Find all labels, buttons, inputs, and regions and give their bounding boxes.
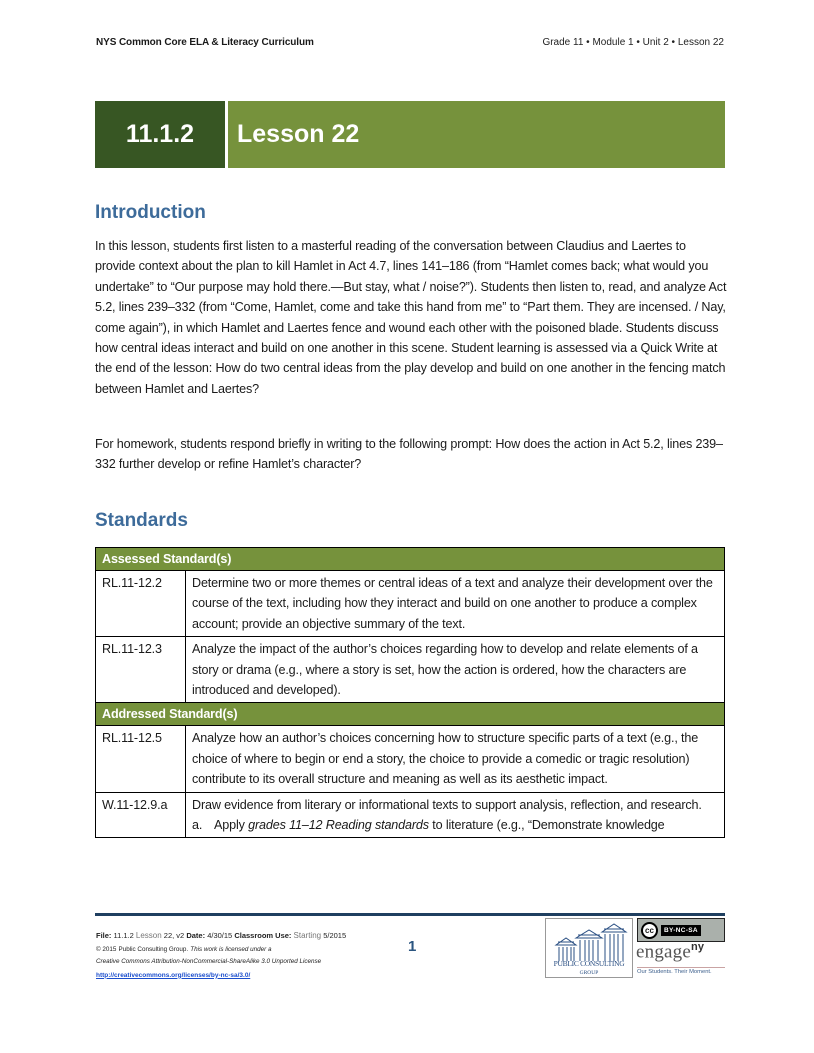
creative-commons-badge[interactable] bbox=[637, 918, 725, 942]
file-value-lesson: Lesson bbox=[135, 931, 162, 940]
sub-standard-marker: a. bbox=[192, 818, 203, 833]
standards-table bbox=[95, 547, 725, 838]
pcg-group: GROUP bbox=[579, 970, 599, 976]
lesson-number: 11.1.2 bbox=[95, 101, 225, 168]
copyright-year: © 2015 bbox=[96, 945, 117, 953]
standard-code: RL.11-12.5 bbox=[96, 726, 186, 792]
pcg-logo bbox=[545, 918, 633, 978]
homework-paragraph: For homework, students respond briefly in writing to the following prompt: How does the action in Act 5.2, lines 239–332 further develop or refine Hamlet’s character? bbox=[95, 437, 723, 472]
table-row bbox=[96, 571, 725, 637]
standard-description: Determine two or more themes or central ideas of a text and analyze their development over the course of the text, including how they interact and build on one another to produce a complex account; provide an objective summary of the text. bbox=[186, 571, 725, 637]
standard-code: RL.11-12.2 bbox=[96, 571, 186, 637]
cc-icon: cc bbox=[641, 922, 658, 939]
lesson-location: Grade 11 • Module 1 • Unit 2 • Lesson 22 bbox=[542, 37, 724, 48]
standard-description: Analyze the impact of the author’s choices regarding how to develop and relate elements of a story or drama (e.g., where a story is set, how the action is ordered, how the characters are introduced and developed). bbox=[186, 637, 725, 703]
file-info-line bbox=[96, 930, 346, 943]
date-label: Date: bbox=[186, 931, 206, 940]
license-link[interactable]: http://creativecommons.org/licenses/by-nc-sa/3.0/ bbox=[96, 971, 251, 979]
introduction-heading: Introduction bbox=[95, 202, 206, 223]
engage-word: engage bbox=[636, 941, 691, 963]
sub-standard-text-post: to literature (e.g., “Demonstrate knowledge bbox=[428, 818, 665, 833]
footer-divider bbox=[95, 913, 725, 916]
sub-standard-text bbox=[214, 815, 665, 835]
introduction-paragraph: In this lesson, students first listen to a masterful reading of the conversation between Claudius and Laertes to provide context about the plan to kill Hamlet in Act 4.7, lines 141–186 (from “Hamlet comes back; what would you undertake” to “Our purpose may hold there.—But stay, what / noise?”). Students then listen to, read, and analyze Act 5.2, lines 239–332 (from “Come, Hamlet, come and take this hand from me” to “Part them. They are incensed. / Nay, come again”), in which Hamlet and Laertes fence and wound each other with the poisoned blade. Students discuss how central ideas interact and build on one another in this scene. Student learning is assessed via a Quick Write at the end of the lesson: How do two central ideas from the play develop and build on one another in the fencing match between Hamlet and Laertes? bbox=[95, 239, 727, 396]
lesson-banner bbox=[95, 101, 725, 168]
date-value: 4/30/15 bbox=[207, 931, 233, 940]
assessed-standards-label: Assessed Standard(s) bbox=[96, 548, 725, 571]
copyright-line bbox=[96, 943, 346, 957]
engage-ny: ny bbox=[691, 941, 705, 953]
copyright-holder: Public Consulting Group. bbox=[118, 945, 189, 953]
lesson-title: Lesson 22 bbox=[228, 101, 725, 168]
file-value: 11.1.2 bbox=[113, 931, 134, 940]
table-row bbox=[96, 726, 725, 792]
file-label: File: bbox=[96, 931, 112, 940]
sub-standard-emphasis: grades 11–12 Reading standards bbox=[248, 818, 429, 833]
sub-standard bbox=[192, 815, 718, 835]
pcg-caption: PUBLIC CONSULTING bbox=[553, 959, 625, 968]
file-value-version: 22, v2 bbox=[163, 931, 185, 940]
table-row bbox=[96, 637, 725, 703]
addressed-standards-header bbox=[96, 703, 725, 726]
standard-code: W.11-12.9.a bbox=[96, 792, 186, 838]
standard-description: Analyze how an author’s choices concerning how to structure specific parts of a text (e.g., the choice of where to begin or end a story, the choice to provide a comedic or tragic resolution) contribute to its overall structure and meaning as well as its aesthetic impact. bbox=[186, 726, 725, 792]
cc-license-type: BY-NC-SA bbox=[661, 925, 701, 936]
assessed-standards-header bbox=[96, 548, 725, 571]
page-number: 1 bbox=[408, 938, 417, 955]
standards-heading: Standards bbox=[95, 510, 188, 531]
standard-description-cell bbox=[186, 792, 725, 838]
engageny-tagline: Our Students. Their Moment. bbox=[637, 967, 725, 975]
classroom-use-label: Classroom Use: bbox=[234, 931, 292, 940]
classroom-use-starting: Starting bbox=[293, 931, 322, 940]
copyright-notice: This work is licensed under a bbox=[190, 945, 272, 953]
curriculum-title: NYS Common Core ELA & Literacy Curriculum bbox=[96, 37, 314, 48]
standard-description: Draw evidence from literary or informational texts to support analysis, reflection, and research. bbox=[192, 797, 702, 812]
license-link-line bbox=[96, 969, 346, 983]
standard-code: RL.11-12.3 bbox=[96, 637, 186, 703]
table-row bbox=[96, 792, 725, 838]
classroom-use-date: 5/2015 bbox=[323, 931, 347, 940]
license-line: Creative Commons Attribution-NonCommercial-ShareAlike 3.0 Unported License bbox=[96, 958, 322, 965]
footer-info bbox=[96, 930, 346, 982]
page-header bbox=[96, 37, 724, 48]
sub-standard-text-pre: Apply bbox=[214, 818, 249, 833]
addressed-standards-label: Addressed Standard(s) bbox=[96, 703, 725, 726]
engageny-logo bbox=[636, 941, 704, 963]
